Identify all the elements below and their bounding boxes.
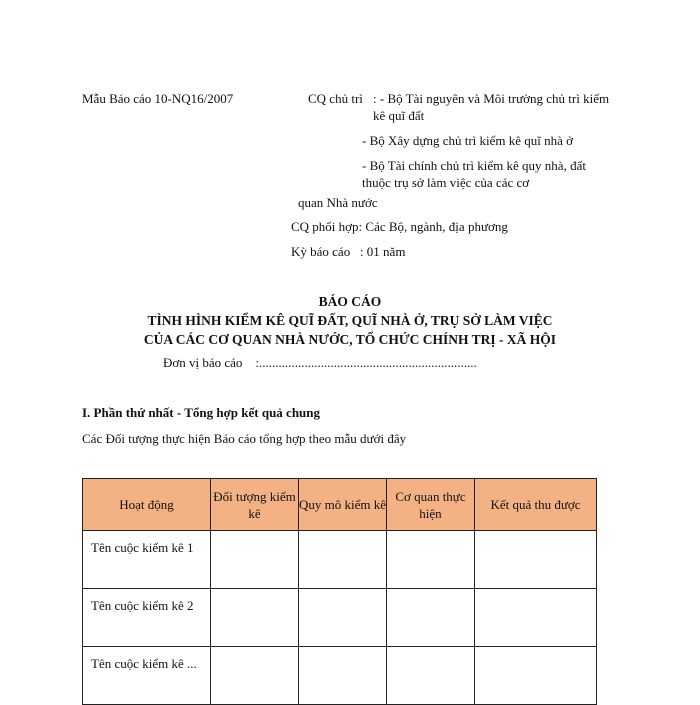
- header-inventory-scale: Quy mô kiểm kê: [299, 479, 387, 531]
- header-results: Kết quả thu được: [475, 479, 597, 531]
- row-activity-cell: Tên cuộc kiểm kê ...: [83, 647, 211, 705]
- lead-agency-offices: - Bộ Tài chính chủ trì kiểm kê quy nhà, đất thuộc trụ sở làm việc của các cơ: [362, 158, 586, 190]
- lead-agency-land: : - Bộ Tài nguyên và Môi trường chủ trì kiểm kê quĩ đất: [373, 91, 610, 123]
- table-cell[interactable]: [299, 589, 387, 647]
- table-cell[interactable]: [299, 647, 387, 705]
- lead-agency-offices-continued: quan Nhà nước: [298, 195, 378, 210]
- report-period: Kỳ báo cáo : 01 năm: [291, 244, 406, 259]
- header-activity: Hoạt động: [83, 479, 211, 531]
- header-inventory-object: Đối tượng kiểm kê: [211, 479, 299, 531]
- table-cell[interactable]: [387, 531, 475, 589]
- table-cell[interactable]: [475, 531, 597, 589]
- table-cell[interactable]: [387, 647, 475, 705]
- title-line-3: CỦA CÁC CƠ QUAN NHÀ NƯỚC, TỔ CHỨC CHÍNH TRỊ - XÃ HỘI: [143, 332, 557, 347]
- report-title: [0, 292, 700, 349]
- table-row: [83, 647, 597, 705]
- form-code: Mẫu Báo cáo 10-NQ16/2007: [82, 91, 234, 106]
- lead-agency-housing: - Bộ Xây dựng chủ trì kiểm kê quĩ nhà ở: [362, 133, 574, 148]
- table-cell[interactable]: [475, 589, 597, 647]
- table-header-row: [83, 479, 597, 531]
- table-row: [83, 589, 597, 647]
- section-description: Các Đối tượng thực hiện Báo cáo tổng hợp theo mẫu dưới đây: [82, 431, 407, 446]
- table-cell[interactable]: [299, 531, 387, 589]
- row-activity-cell: Tên cuộc kiểm kê 2: [83, 589, 211, 647]
- title-line-2: TÌNH HÌNH KIỂM KÊ QUĨ ĐẤT, QUĨ NHÀ Ở, TRỤ SỞ LÀM VIỆC: [147, 313, 553, 328]
- table-cell[interactable]: [211, 531, 299, 589]
- table-row: [83, 531, 597, 589]
- table-cell[interactable]: [475, 647, 597, 705]
- row-activity-cell: Tên cuộc kiểm kê 1: [83, 531, 211, 589]
- lead-agency-label: CQ chủ trì: [308, 91, 363, 106]
- summary-table: [82, 478, 597, 705]
- title-line-1: BÁO CÁO: [318, 294, 382, 309]
- table-cell[interactable]: [211, 589, 299, 647]
- table-cell[interactable]: [211, 647, 299, 705]
- table-cell[interactable]: [387, 589, 475, 647]
- cooperating-agencies: CQ phối hợp: Các Bộ, ngành, địa phương: [291, 219, 508, 234]
- reporting-unit: Đơn vị báo cáo :...................................................................: [163, 355, 477, 370]
- section-heading: I. Phần thứ nhất - Tổng hợp kết quả chung: [82, 405, 321, 420]
- header-executing-agency: Cơ quan thực hiện: [387, 479, 475, 531]
